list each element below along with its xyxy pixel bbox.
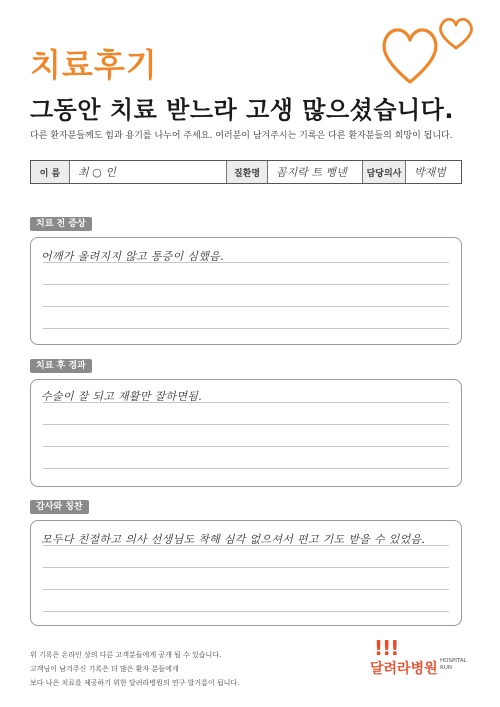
section-thanks-box[interactable] [30, 520, 462, 626]
disease-field[interactable]: 꼼지락 트 뻥넨 [268, 161, 363, 183]
logo-name: 달려라병원 [370, 661, 438, 677]
writing-line [43, 611, 449, 612]
name-field[interactable]: 최 ○ 인 [70, 161, 227, 183]
section-before-box[interactable] [30, 237, 462, 345]
doctor-field[interactable]: 박재범 [414, 166, 446, 179]
page-title: 치료후기 [30, 46, 158, 84]
section-before-text: 어깨가 올려지지 않고 통증이 심했음. [41, 250, 224, 263]
writing-line [43, 545, 449, 546]
section-thanks-label: 감사와 칭찬 [30, 500, 89, 514]
section-after-label: 치료 후 경과 [30, 359, 92, 373]
writing-line [43, 262, 449, 263]
headline: 그동안 치료 받느라 고생 많으셨습니다. [30, 96, 454, 124]
section-after-text: 수술이 잘 되고 재활만 잘하면됨. [41, 390, 203, 403]
section-after-box[interactable] [30, 379, 462, 487]
hearts-icon [380, 14, 480, 92]
subline: 다른 환자분들께도 힘과 용기를 나누어 주세요. 여러분이 남겨주시는 기록은 다른 환자분들의 희망이 됩니다. [30, 131, 453, 141]
writing-line [43, 468, 449, 469]
writing-line [43, 589, 449, 590]
footer-line: 고객님이 남겨주신 기록은 더 많은 환자 분들에게 [30, 665, 179, 673]
writing-line [43, 284, 449, 285]
name-label: 이 름 [31, 161, 70, 183]
hospital-logo [370, 636, 480, 686]
writing-line [43, 424, 449, 425]
footer-notice [30, 648, 239, 690]
footer-line: 위 기록은 온라인 상의 다른 고객분들에게 공개 될 수 있습니다. [30, 651, 222, 659]
section-before-label: 치료 전 증상 [30, 217, 92, 231]
writing-line [43, 328, 449, 329]
section-thanks-text: 모두다 친절하고 의사 선생님도 착해 심각 없으셔서 편고 기도 받을 수 있었음. [41, 533, 426, 546]
patient-info-row [30, 160, 462, 184]
footer-line: 보다 나은 치료를 제공하기 위한 달려라병원의 연구 발거름이 됩니다. [30, 679, 240, 687]
writing-line [43, 402, 449, 403]
writing-line [43, 446, 449, 447]
doctor-label: 담당의사 [363, 161, 406, 183]
writing-line [43, 306, 449, 307]
logo-marks: !!! [374, 636, 399, 660]
logo-sub: HOSPITAL RUN [440, 658, 467, 671]
disease-label: 질환명 [227, 161, 268, 183]
writing-line [43, 567, 449, 568]
